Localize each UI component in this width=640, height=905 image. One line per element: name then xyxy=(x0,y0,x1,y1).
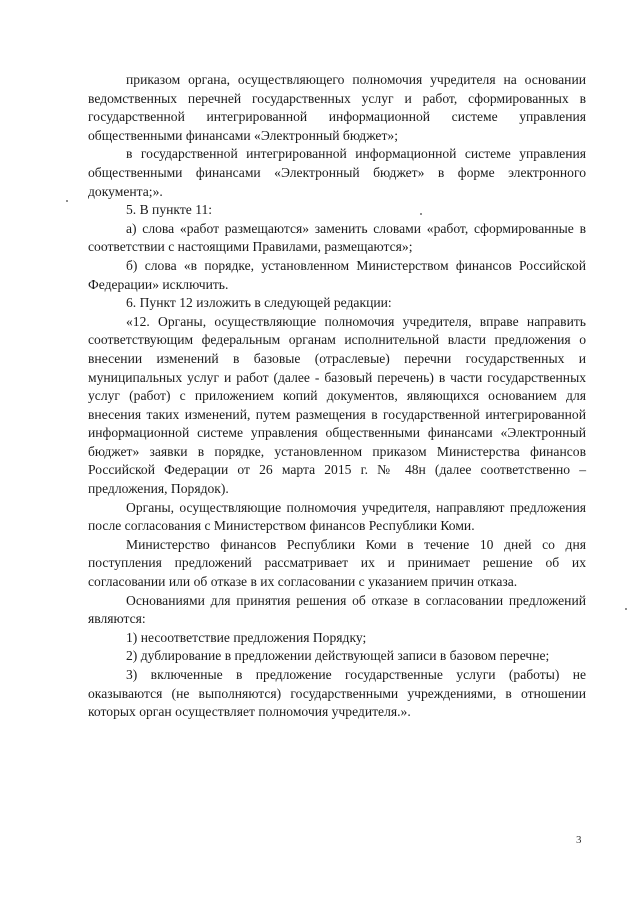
paragraph-5: б) слова «в порядке, установленном Министерством финансов Российской Федерации» исключить. xyxy=(88,257,586,292)
page-number: 3 xyxy=(576,834,582,846)
paragraph-4: а) слова «работ размещаются» заменить словами «работ, сформированные в соответствии с настоящими Правилами, размещаются»; xyxy=(88,220,586,255)
paragraph-7: «12. Органы, осуществляющие полномочия учредителя, вправе направить соответствующим федеральным органам исполнительной власти предложения о внесении изменений в базовые (отраслевые) перечни государственных и муниципальных услуг и работ (далее - базовый перечень) в части государственных услуг (работ) с приложением копий документов, являющихся основанием для внесения таких изменений, путем размещения в государственной интегрированной информационной системе управления общественными финансами «Электронный бюджет» заявки в порядке, установленном приказом Министерства финансов Российской Федерации от 26 марта 2015 г. № 48н (далее соответственно – предложения, Порядок). xyxy=(88,313,586,497)
paragraph-12: 2) дублирование в предложении действующей записи в базовом перечне; xyxy=(126,648,550,664)
paragraph-11: 1) несоответствие предложения Порядку; xyxy=(126,629,367,645)
scan-speck xyxy=(420,213,422,215)
paragraph-2: в государственной интегрированной информационной системе управления общественными финансами «Электронный бюджет» в форме электронного документа;». xyxy=(88,146,586,199)
scan-speck xyxy=(625,608,627,610)
paragraph-8: Органы, осуществляющие полномочия учредителя, направляют предложения после согласования с Министерством финансов Республики Коми. xyxy=(88,499,586,534)
paragraph-3: 5. В пункте 11: xyxy=(126,202,213,218)
paragraph-13: 3) включенные в предложение государственные услуги (работы) не оказываются (не выполняются) государственными учреждениями, в отношении которых орган осуществляет полномочия учредителя.». xyxy=(88,667,586,720)
scan-speck xyxy=(66,200,68,202)
paragraph-10: Основаниями для принятия решения об отказе в согласовании предложений являются: xyxy=(88,592,586,627)
document-body xyxy=(88,71,586,722)
paragraph-6: 6. Пункт 12 изложить в следующей редакции: xyxy=(126,295,392,311)
paragraph-1: приказом органа, осуществляющего полномочия учредителя на основании ведомственных перечней государственных услуг и работ, сформированных в государственной интегрированной информационной системе управления общественными финансами «Электронный бюджет»; xyxy=(88,72,586,143)
paragraph-9: Министерство финансов Республики Коми в течение 10 дней со дня поступления предложений рассматривает их и принимает решение об их согласовании или об отказе в их согласовании с указанием причин отказа. xyxy=(88,536,586,590)
